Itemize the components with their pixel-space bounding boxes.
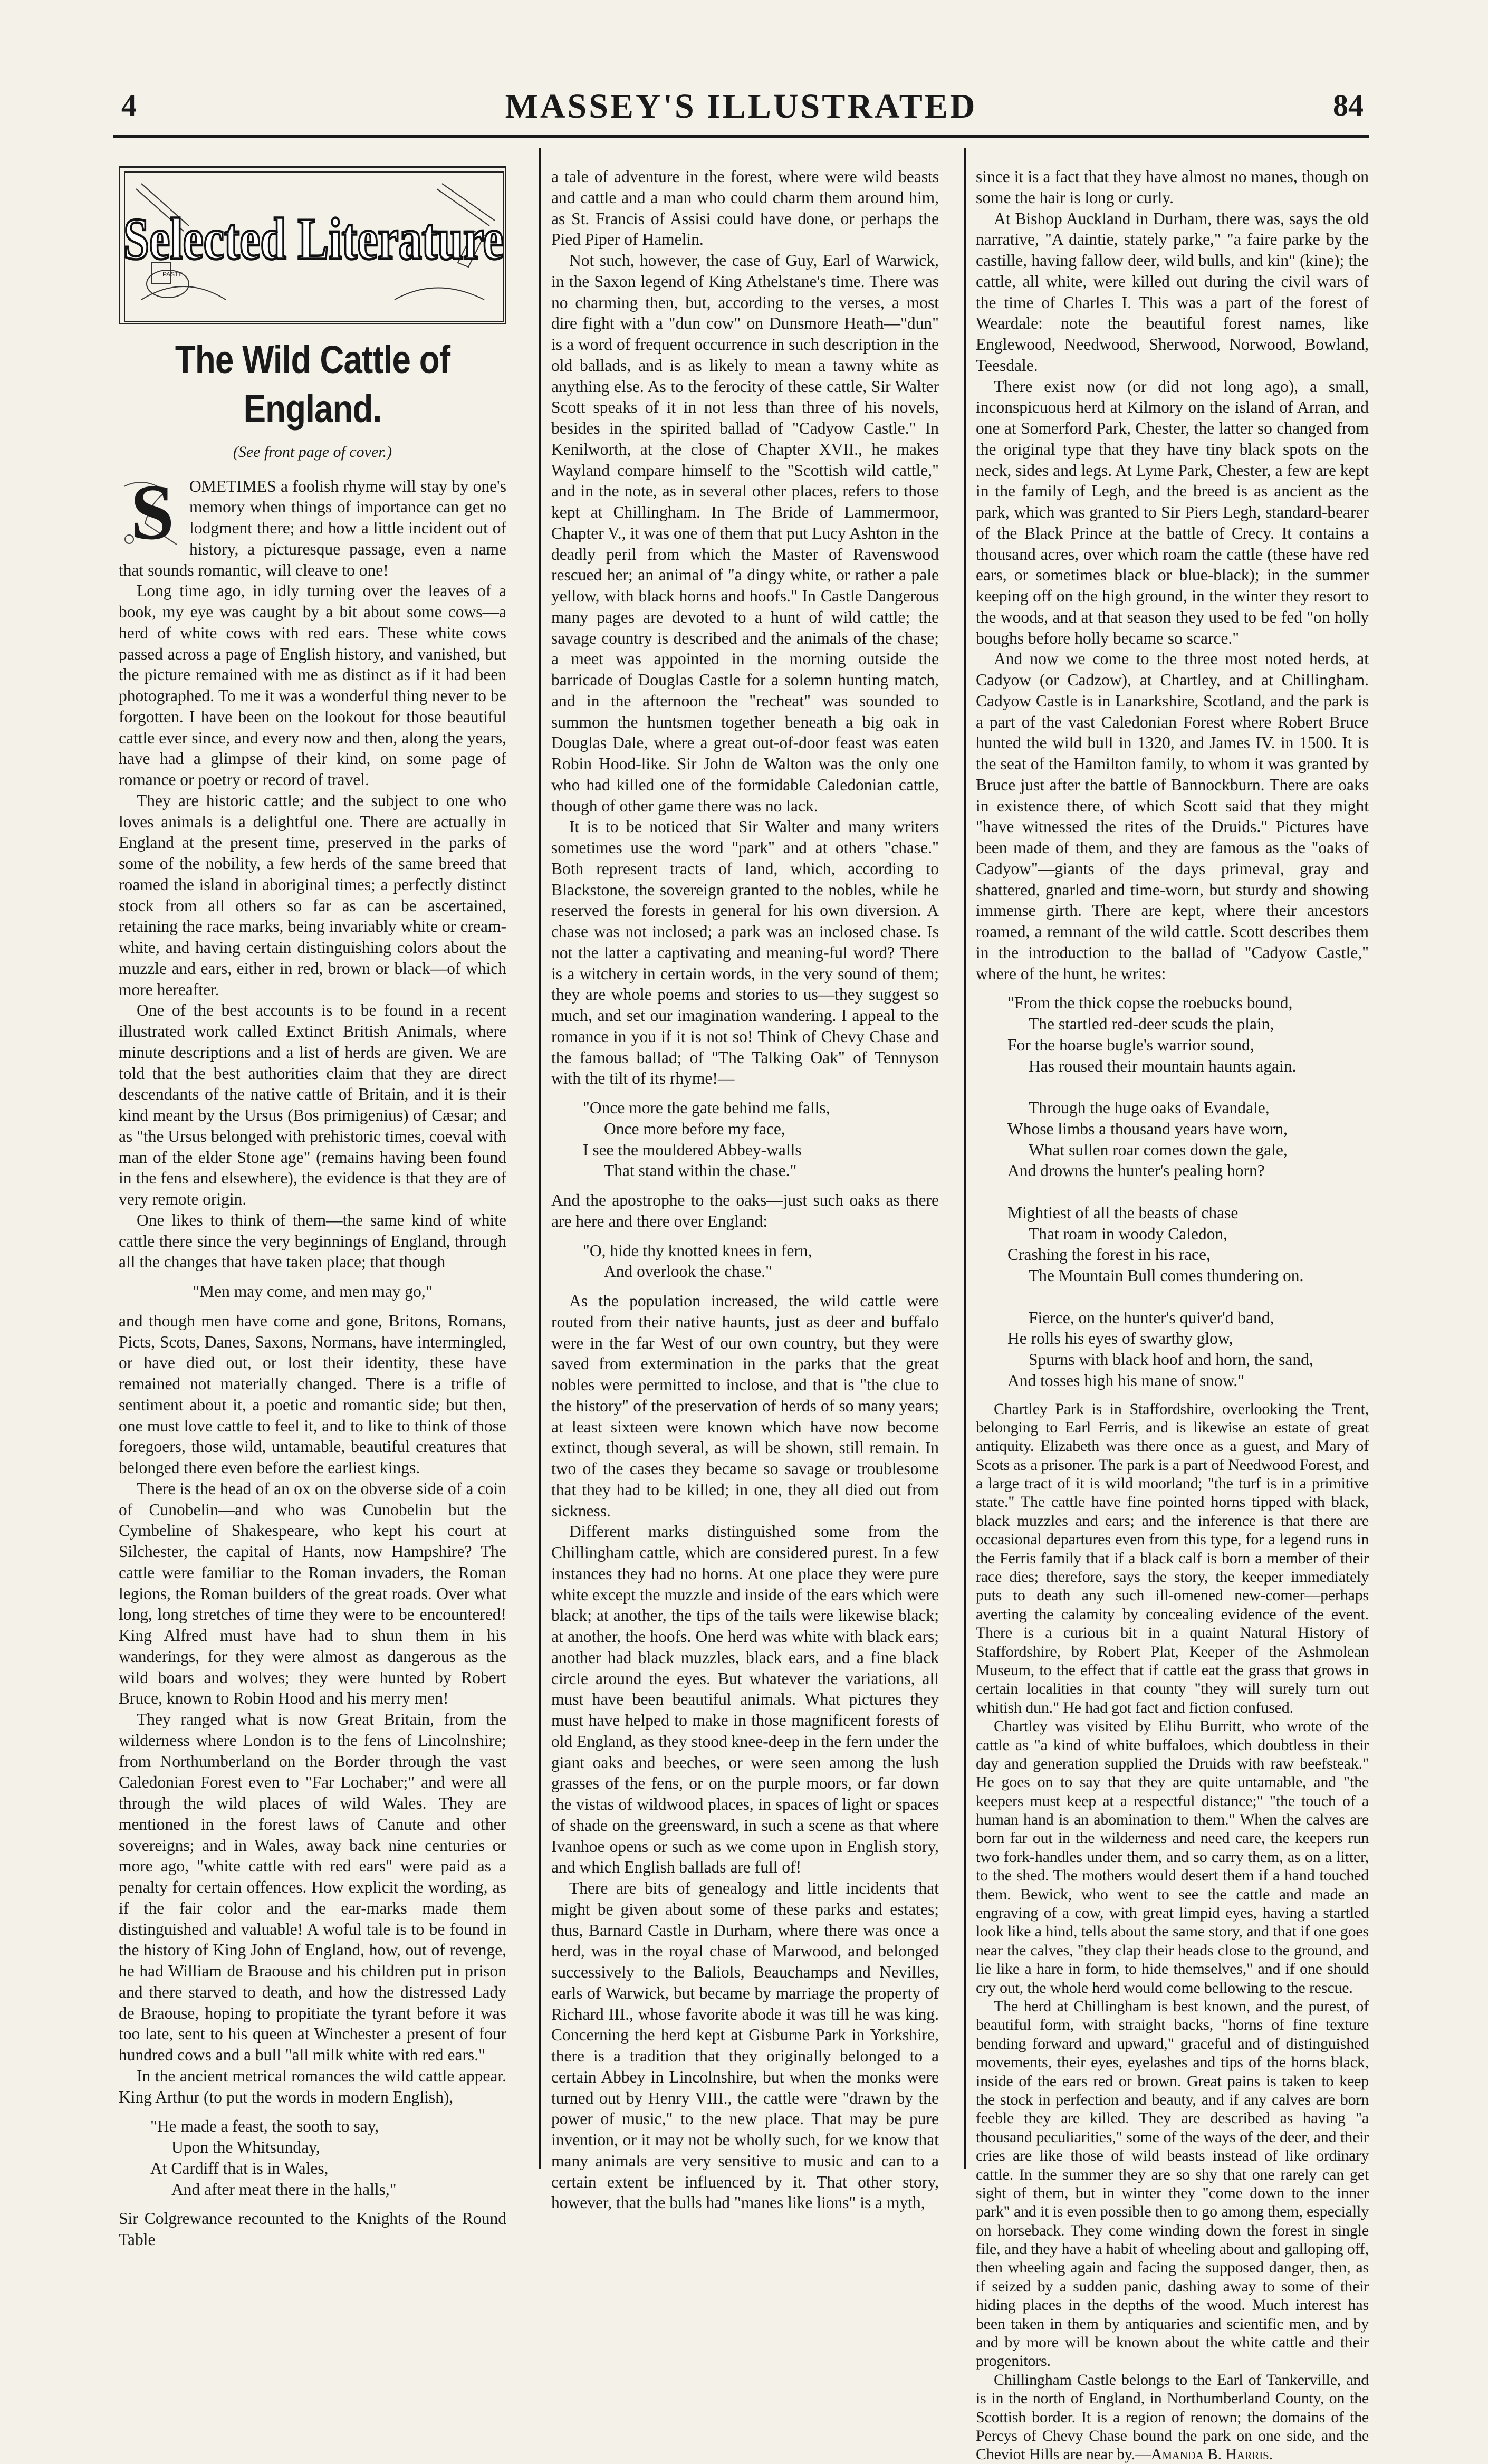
paragraph: Chartley Park is in Staffordshire, overlooking the Trent, belonging to Earl Ferris, and is likewise an estate of great antiquity. Elizabeth was there once as a guest, and Mary of Scots as a prisoner. The park is a part of Needwood Forest, and a large tract of it is wild moorland; "the turf is in a primitive state." The cattle have fine pointed horns tipped with black, black muzzles and ears; and the inference is that there are occasional departures even from this type, for a legend runs in the Ferris family that if a black calf is born a member of their race dies; therefore, says the story, the keeper immediately puts to death any such ill-omened new-comer—perhaps averting the calamity by concealing evidence of the event. There is a curious bit in a quaint Natural History of Staffordshire, by Robert Plat, Keeper of the Ashmolean Museum, to the effect that if cattle eat the grass that grows in certain localities in that county "they will surely turn out whitish dun." He had got fact and fiction confused.	[976, 1400, 1369, 1716]
poem-line: "Once more the gate behind me falls,	[583, 1099, 830, 1117]
paragraph: The herd at Chillingham is best known, and the purest, of beautiful form, with straight backs, "horns of fine texture bending forward and upward," graceful and of distinguished movements, their eyes, eyelashes and tips of the horns black, inside of the ears red or brown. Great pains is taken to keep the stock in perfection and beauty, and if any calves are born feeble they are killed. They are described as having "a thousand peculiarities," some of the ways of the deer, and their cries are like those of wild beasts instead of like ordinary cattle. In the summer they are so shy that one rarely can get sight of them, but in winter they "come down to the inner park" and it is even possible then to go among them, especially on horseback. They come winding down the forest in single file, and they have a habit of wheeling about and galloping off, then wheeling again and facing the supposed danger, then, as if seized by a sudden panic, dashing away to some of their hiding places in the depths of the wood. Much interest has been taken in them by antiquaries and scientific men, and by and by more will be known about the white cattle and their progenitors.	[976, 1998, 1369, 2370]
page-number-left: 4	[121, 88, 137, 122]
poem-line: Upon the Whitsunday,	[171, 2138, 320, 2157]
poem-line: "O, hide thy knotted knees in fern,	[583, 1241, 812, 1260]
poem-line: Spurns with black hoof and horn, the sand,	[1029, 1350, 1313, 1369]
col1-paragraphs	[119, 476, 506, 1273]
poem-line	[1007, 1286, 1369, 1307]
article-title: The Wild Cattle of England.	[175, 338, 450, 431]
paragraph: As the population increased, the wild cattle were routed from their native haunts, just as deer and buffalo were in the far West of our own country, but they were saved from extermination in the parks that the great nobles were permitted to inclose, and that is "the clue to the history" of the preservation of herds of so many years; at least sixteen were known which have now become extinct, though several, as will be shown, still remain. In two of the cases they became so savage or troublesome that they had to be killed; in one, they all died out from sickness.	[551, 1292, 939, 1520]
page-header	[113, 84, 1369, 129]
header-rule	[113, 135, 1369, 138]
poem-line: "From the thick copse the roebucks bound,	[1007, 994, 1293, 1013]
poem-cadyow-castle	[1007, 992, 1369, 1391]
poem-men-may-come	[119, 1281, 506, 1302]
paragraph: since it is a fact that they have almost no manes, though on some the hair is long or curly.	[976, 167, 1369, 207]
paragraph: Different marks distinguished some from the Chillingham cattle, which are considered purest. In a few instances they had no horns. At one place they were pure white except the muzzle and inside of the ears which were black; at another, the tips of the tails were likewise black; at another, the hoofs. One herd was white with black ears; another had black muzzles, black ears, and a fine black circle around the eyes. But whatever the variations, all must have been beautiful animals. What pictures they must have helped to make in those magnificent forests of old England, as they stood knee-deep in the fern under the giant oaks and beeches, or were seen among the lush grasses of the fens, or on the purple moors, or far down the vistas of wildwood places, in spaces of light or spaces of shade on the greensward, in such a scene as that where Ivanhoe opens or such as we come upon in English story, and which English ballads are full of!	[551, 1522, 939, 1877]
poem-hide-thy-knees	[583, 1240, 939, 1283]
poem-line: He rolls his eyes of swarthy glow,	[1007, 1329, 1233, 1348]
poem-line: Mightiest of all the beasts of chase	[1007, 1203, 1239, 1222]
col3-paragraphs	[976, 166, 1369, 984]
paragraph: It is to be noticed that Sir Walter and many writers sometimes use the word "park" and at others "chase." Both represent tracts of land, which, according to Blackstone, the sovereign granted to the nobles, while he reserved the forests in general for his own diversion. A chase was not inclosed; a park was an inclosed chase. Is not the latter a captivating and meaning-ful word? There is a witchery in certain words, in the very sound of them; they are whole poems and stories to us—they suggest so much, and set our imagination wandering. I appeal to the romance in you if it is not so! Think of Chevy Chase and the famous ballad; of "The Talking Oak" of Tennyson with the tilt of its rhyme!—	[551, 817, 939, 1088]
paragraph: One of the best accounts is to be found in a recent illustrated work called Extinct British Animals, where minute descriptions and a list of herds are given. We are told that the best authorities claim that they are direct descendants of the native cattle of Britain, and it is their kind meant by the Ursus (Bos primigenius) of Cæsar; and as "the Ursus belonged with prehistoric times, coeval with man of the elder Stone age" (remains having been found in the fens and elsewhere), the evidence is that they are of very remote origin.	[119, 1001, 506, 1209]
column-1	[119, 166, 506, 2250]
poem-line: The Mountain Bull comes thundering on.	[1029, 1266, 1304, 1285]
column-divider-2	[964, 148, 966, 2169]
banner-title: Selected Literature	[123, 206, 504, 272]
paragraph: a tale of adventure in the forest, where were wild beasts and cattle and a man who could charm them around him, as St. Francis of Assisi could have done, or perhaps the Pied Piper of Hamelin.	[551, 167, 939, 249]
magazine-title: MASSEY'S ILLUSTRATED	[505, 87, 977, 126]
paragraph: There exist now (or did not long ago), a small, inconspicuous herd at Kilmory on the island of Arran, and one at Somerford Park, Chester, the latter so changed from the original type that they have tiny black spots on the neck, sides and legs. At Lyme Park, Chester, a few are kept in the family of Legh, and the breed is as ancient as the park, which was granted to Sir Piers Legh, standard-bearer of the Black Prince at the battle of Crecy. It contains a thousand acres, over which roam the cattle (these have red ears, or sometimes black or blue-black); in the summer keeping off on the high ground, in the winter they resort to the woods, and at that season they used to be fed "on holly boughs before holly became so scarce."	[976, 377, 1369, 647]
paragraph: OMETIMES a foolish rhyme will stay by one's memory when things of importance can get no lodgment there; and how a little incident out of history, a picturesque passage, even a name that sounds romantic, will cleave to one!	[119, 476, 506, 579]
poem-line: And tosses high his mane of snow."	[1007, 1371, 1245, 1390]
poem-line: Through the huge oaks of Evandale,	[1029, 1099, 1270, 1117]
drop-cap-letter: S	[130, 468, 175, 556]
author-signature: Amanda B. Harris.	[1150, 2446, 1273, 2463]
column-divider-1	[539, 148, 541, 2169]
paragraph: They ranged what is now Great Britain, from the wilderness where London is to the fens of Lincolnshire; from Northumberland on the Border through the vast Caledonian Forest even to "Far Lochaber;" and were all through the wild places of wild Wales. They are mentioned in the forest laws of Canute and other sovereigns; and in Wales, away back nine centuries or more ago, "white cattle with red ears" were paid as a penalty for certain offences. How explicit the wording, as if the fair color and the ear-marks made them distinguished and valuable! A woful tale is to be found in the history of King John of England, how, out of revenge, he had William de Braouse and his children put in prison and there starved to death, and how the distressed Lady de Braouse, hoping to propitiate the tyrant before it was too late, sent to his queen at Winchester a present of four hundred cows and a bull "all milk white with red ears."	[119, 1710, 506, 2065]
poem-line	[1007, 1076, 1369, 1097]
poem-line: I see the mouldered Abbey-walls	[583, 1140, 802, 1159]
page-number-right: 84	[1333, 88, 1364, 122]
paragraph: Not such, however, the case of Guy, Earl of Warwick, in the Saxon legend of King Athelstane's time. There was no charming then, but, according to the verses, a most dire fight with a "dun cow" on Dunsmore Heath—"dun" is a word of frequent occurrence in such description in the old ballads, and is as likely to mean a tawny white as anything else. As to the ferocity of these cattle, Sir Walter Scott speaks of it in not less than three of his novels, besides in the spirited ballad of "Cadyow Castle." In Kenilworth, at the close of Chapter XVII., he makes Wayland compare himself to the "Scottish wild cattle," and in the note, as in several other places, refers to those kept at Chillingham. In The Bride of Lammermoor, Chapter V., it was one of them that put Lucy Ashton in the deadly peril from which the Master of Ravenswood rescued her; an animal of "a dingy white, or rather a pale yellow, with black horns and hoofs." In Castle Dangerous many pages are devoted to a hunt of wild cattle; the savage country is described and the animals of the chase; a meet was appointed in the morning outside the barricade of Douglas Castle for a solemn hunting match, and in the afternoon the "recheat" was sounded to summon the huntsmen together beneath a big oak in Douglas Dale, where a great out-of-door feast was eaten Robin Hood-like. Sir John de Walton was the only one who had killed one of the formidable Caledonian cattle, though of other game there was no lack.	[551, 251, 939, 815]
poem-line: And drowns the hunter's pealing horn?	[1007, 1161, 1265, 1180]
column-2	[551, 166, 939, 2213]
paragraph: Long time ago, in idly turning over the leaves of a book, my eye was caught by a bit about some cows—a herd of white cows with red ears. These white cows passed across a page of English history, and vanished, but the picture remained with me as distinct as if it had been photographed. To me it was a wonderful thing never to be forgotten. I have been on the lookout for those beautiful cattle ever since, and every now and then, along the years, have had a glimpse of their kind, on some page of romance or poetry or record of travel.	[119, 581, 506, 789]
col2-paragraphs-c	[551, 1291, 939, 2213]
poem-line: Has roused their mountain haunts again.	[1029, 1056, 1297, 1075]
poem-line: Once more before my face,	[604, 1119, 785, 1138]
poem-line: For the hoarse bugle's warrior sound,	[1007, 1035, 1254, 1054]
poem-line: That stand within the chase."	[604, 1161, 797, 1180]
paragraph: And now we come to the three most noted herds, at Cadyow (or Cadzow), at Chartley, and at Chillingham. Cadyow Castle is in Lanarkshire, Scotland, and the park is a part of the vast Caledonian Forest where Robert Bruce hunted the wild bull in 1320, and James IV. in 1500. It is the seat of the Hamilton family, to whom it was granted by Bruce just after the battle of Bannockburn. There are oaks in existence there, of which Scott said that they might "have witnessed the rites of the Druids." Pictures have been made of them, and they are famous as the "oaks of Cadyow"—giants of the days primeval, gray and shattered, gnarled and time-worn, but sturdy and showing immense girth. There are kept, where their ancestors roamed, a remnant of the wild cattle. Scott describes them in the introduction to the ballad of "Cadyow Castle," where of the hunt, he writes:	[976, 650, 1369, 983]
paste-label: PASTE	[162, 271, 183, 278]
poem-line: "Men may come, and men may go,"	[193, 1282, 433, 1301]
paragraph: They are historic cattle; and the subject to one who loves animals is a delightful one. There are actually in England at the present time, preserved in the parks of some of the nobility, a few herds of the same breed that roamed the island in aboriginal times; a perfectly distinct stock from all others so far as can be ascertained, retaining the race marks, being invariably white or cream-white, and having certain distinguishing colors about the muzzle and ears, either in red, brown or black—of which more hereafter.	[119, 791, 506, 999]
poem-line: And after meat there in the halls,"	[171, 2180, 397, 2199]
poem-line: At Cardiff that is in Wales,	[150, 2159, 329, 2178]
paragraph: One likes to think of them—the same kind of white cattle there since the very beginnings of England, through all the changes that have taken place; that though	[119, 1210, 506, 1272]
article-subtitle: (See front page of cover.)	[233, 443, 392, 461]
poem-talking-oak	[583, 1097, 939, 1181]
paragraph: Chillingham Castle belongs to the Earl of Tankerville, and is in the north of England, in Northumberland County, on the Scottish border. It is a region of renown; the domains of the Percys of Chevy Chase bound the park on one side, and the Cheviot Hills are near by.—Amanda B. Harris.	[976, 2371, 1369, 2463]
paragraph: There are bits of genealogy and little incidents that might be given about some of these parks and estates; thus, Barnard Castle in Durham, where there was once a herd, was in the royal chase of Marwood, and belonged successively to the Baliols, Beauchamps and Nevilles, earls of Warwick, but became by marriage the property of Richard III., whose favorite abode it was till he was king. Concerning the herd kept at Gisburne Park in Yorkshire, there is a tradition that they originally belonged to a certain Abbey in Lincolnshire, but when the monks were turned out by Henry VIII., the cattle were "drawn by the power of music," to the new place. That may be pure invention, or it may not be wholly such, for we know that many animals are very sensitive to music and can to a certain extent be influenced by it. That other story, however, that the bulls had "manes like lions" is a myth,	[551, 1879, 939, 2212]
paragraph: There is the head of an ox on the obverse side of a coin of Cunobelin—and who was Cunobelin but the Cymbeline of Shakespeare, who kept his court at Silchester, the capital of Hants, now Hampshire? The cattle were familiar to the Roman invaders, the Roman legions, the Roman builders of the great roads. Over what long, long stretches of time they were to be encountered! King Alfred must have had to shun them in his wanderings, for they were almost as dangerous as the wild boars and wolves; they were hunted by Robert Bruce, known to Robin Hood and his merry men!	[119, 1479, 506, 1708]
drop-cap	[119, 468, 182, 556]
col1-paragraphs-b	[119, 1311, 506, 2108]
selected-literature-banner	[119, 166, 506, 324]
poem-line: The startled red-deer scuds the plain,	[1029, 1015, 1274, 1033]
poem-arthur-feast	[150, 2116, 506, 2200]
poem-line: And overlook the chase."	[604, 1262, 773, 1281]
col1-tail: Sir Colgrewance recounted to the Knights of the Round Table	[119, 2209, 506, 2249]
paragraph: At Bishop Auckland in Durham, there was, says the old narrative, "A daintie, stately parke," "a faire parke by the castille, having fallow deer, wild bulls, and kin" (kine); the cattle, all white, were killed out during the civil wars of the time of Charles I. This was a part of the forest of Weardale: note the beautiful forest names, like Englewood, Needwood, Sherwood, Norwood, Bowland, Teesdale.	[976, 209, 1369, 375]
poem-line: That roam in woody Caledon,	[1029, 1224, 1228, 1243]
poem-line: Fierce, on the hunter's quiver'd band,	[1029, 1308, 1274, 1327]
paragraph: and though men have come and gone, Britons, Romans, Picts, Scots, Danes, Saxons, Normans, have intermingled, or have died out, or lost their identity, these have remained not materially changed. There is a trifle of sentiment about it, a poetic and romantic side; but then, one must love cattle to feel it, and to like to think of those foregoers, those wild, untamable, beautiful creatures that belonged there even before the earliest kings.	[119, 1311, 506, 1477]
poem-line: "He made a feast, the sooth to say,	[150, 2117, 379, 2136]
poem-line: What sullen roar comes down the gale,	[1029, 1140, 1288, 1159]
poem-line: Whose limbs a thousand years have worn,	[1007, 1119, 1288, 1138]
column-3	[976, 166, 1369, 2464]
poem-line	[1007, 1181, 1369, 1202]
poem-line: Crashing the forest in his race,	[1007, 1245, 1211, 1264]
col2-paragraphs	[551, 166, 939, 1089]
paragraph: Chartley was visited by Elihu Burritt, who wrote of the cattle as "a kind of white buffaloes, which doubtless in their day and generation supplied the Druids with raw beefsteak." He goes on to say that they are quite untamable, and "the keepers must keep at a respectful distance;" "the touch of a human hand is an abomination to them." When the calves are born far out in the wilderness and need care, the keepers run two fork-handles under them, and so carry them, as on a litter, to the shed. The mothers would desert them if a hand touched them. Bewick, who went to see the cattle and made an engraving of a cow, with great limpid eyes, having a startled look like a hind, tells about the same story, and that if one goes near the calves, "they clap their heads close to the ground, and lie like a hare in form, to hide themselves," and if one should cry out, the whole herd would come bellowing to the rescue.	[976, 1717, 1369, 1997]
banner-illustration	[120, 168, 508, 326]
col2-oaks-intro: And the apostrophe to the oaks—just such oaks as there are here and there over England:	[551, 1191, 939, 1230]
paragraph: In the ancient metrical romances the wild cattle appear. King Arthur (to put the words in modern English),	[119, 2066, 506, 2106]
col3-paragraphs-b	[976, 1400, 1369, 2464]
